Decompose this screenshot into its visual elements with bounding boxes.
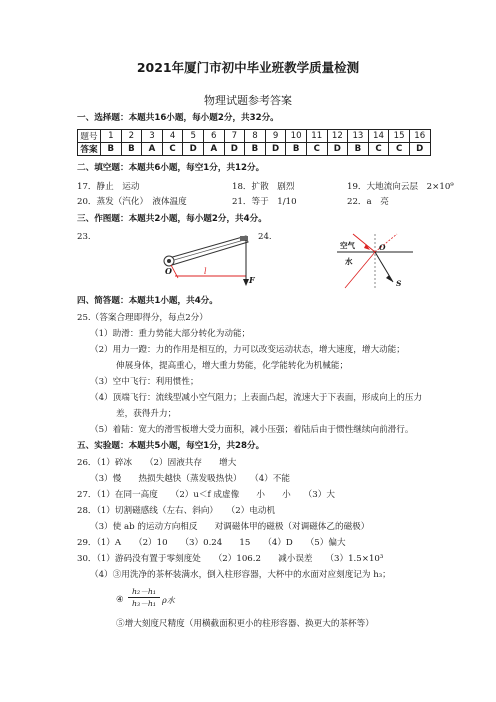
- answer-table: [77, 129, 431, 156]
- page-subtitle: 物理试题参考答案: [204, 94, 292, 107]
- table-cell: 4: [162, 130, 183, 143]
- fig24-label-water: 水: [345, 257, 353, 266]
- question-23-label: 23.: [77, 232, 91, 242]
- table-cell: D: [265, 143, 286, 156]
- table-cell: 11: [306, 130, 327, 143]
- answer-29-line: 29．（1）A （2）10 （3）0.24 15 （4）D （5）偏大: [77, 538, 346, 548]
- answer-25-line: 伸展身体，提高重心，增大重力势能，化学能转化为机械能；: [116, 361, 349, 371]
- table-cell: 13: [348, 130, 369, 143]
- answer-20: 20．蒸发（汽化） 液体温度: [77, 197, 187, 207]
- fig24-label-s: S: [396, 279, 402, 288]
- table-cell: 14: [368, 130, 389, 143]
- table-cell: C: [162, 143, 183, 156]
- table-cell: 6: [203, 130, 224, 143]
- refracted-ray-arrow: [386, 275, 393, 282]
- answer-30-line: ⑤增大刻度尺精度（用横截面积更小的柱形容器、换更大的茶杯等）: [116, 619, 374, 629]
- answer-28-line: （3）使 ab 的运动方向相反 对调磁体甲的磁极（对调磁体乙的磁极）: [90, 522, 370, 532]
- table-cell: B: [348, 143, 369, 156]
- section2-heading: 二、填空题：本题共6小题，每空1分，共12分。: [77, 163, 265, 173]
- table-cell: B: [245, 143, 266, 156]
- incident-ray: [353, 234, 375, 252]
- table-cell: D: [409, 143, 430, 156]
- answer-26-line: 26．（1）碎冰 （2）固液共存 增大: [77, 458, 237, 468]
- fulcrum-center: [167, 259, 171, 263]
- fig23-label-l: l: [204, 267, 207, 276]
- section1-heading: 一、选择题：本题共16小题，每小题2分，共32分。: [77, 113, 279, 123]
- answer-30-line: 30．（1）游码没有置于零刻度处 （2）106.2 减小误差 （3）1.5×10³: [77, 554, 384, 564]
- table-cell: A: [142, 143, 163, 156]
- table-cell: 8: [245, 130, 266, 143]
- lever-diagram: [160, 232, 256, 290]
- section4-heading: 四、简答题：本题共1小题，共4分。: [77, 296, 218, 306]
- table-cell: 12: [327, 130, 348, 143]
- fig23-label-o: O: [165, 266, 172, 276]
- table-cell: 15: [389, 130, 410, 143]
- table-cell: 答案: [78, 143, 101, 156]
- table-cell: 2: [121, 130, 142, 143]
- formula-denominator: h₃－h₁: [128, 597, 160, 609]
- fig23-label-f: F: [249, 275, 255, 285]
- answer-22: 22．a 亮: [347, 197, 389, 207]
- table-cell: D: [183, 143, 204, 156]
- table-cell: D: [327, 143, 348, 156]
- answer-table-answer-row: [78, 143, 431, 156]
- table-cell: B: [286, 143, 307, 156]
- answer-19: 19．大地流向云层 2×10⁹: [347, 182, 454, 192]
- table-cell: D: [224, 143, 245, 156]
- fig24-label-o: O: [379, 243, 386, 252]
- density-formula: [128, 586, 160, 609]
- section3-heading: 三、作图题：本题共2小题，每小题2分，共4分。: [77, 214, 267, 224]
- table-cell: 3: [142, 130, 163, 143]
- question-24-label: 24.: [258, 232, 272, 242]
- answer-25-line: （2）用力一蹬：力的作用是相互的，力可以改变运动状态，增大速度，增大动能；: [90, 345, 405, 355]
- table-cell: 16: [409, 130, 430, 143]
- answer-25-line: （5）着陆：宽大的滑雪板增大受力面积，减小压强；着陆后由于惯性继续向前滑行。: [90, 425, 414, 435]
- answer-table-number-row: [78, 130, 431, 143]
- table-cell: C: [368, 143, 389, 156]
- table-cell: B: [101, 143, 122, 156]
- table-cell: C: [389, 143, 410, 156]
- fig24-label-air: 空气: [340, 241, 355, 250]
- table-cell: 7: [224, 130, 245, 143]
- table-cell: B: [121, 143, 142, 156]
- answer-18: 18．扩散 剧烈: [232, 182, 295, 192]
- question-25-intro: 25.（答案合理即得分，每点2分）: [77, 313, 208, 323]
- table-cell: 5: [183, 130, 204, 143]
- answer-25-line: 差，获得升力；: [116, 409, 177, 419]
- table-cell: 题号: [78, 130, 101, 143]
- table-cell: A: [203, 143, 224, 156]
- table-cell: 10: [286, 130, 307, 143]
- answer-30-line: （4）③用洗净的茶杯装满水，倒入柱形容器，大杯中的水面对应刻度记为 h₃；: [90, 570, 391, 580]
- answer-28-line: 28．（1）切割磁感线（左右、斜向） （2）电动机: [77, 506, 276, 516]
- table-cell: 9: [265, 130, 286, 143]
- answer-17: 17．静止 运动: [77, 182, 140, 192]
- section5-heading: 五、实验题：本题共5小题，每空1分，共28分。: [77, 441, 265, 451]
- answer-25-line: （1）助滑：重力势能大部分转化为动能；: [90, 329, 251, 339]
- formula-rho: ρ水: [162, 596, 175, 605]
- lever-inner-line: [174, 240, 244, 260]
- answer-25-line: （4）顶端飞行：流线型减小空气阻力；上表面凸起，流速大于下表面，形成向上的压力: [90, 393, 423, 403]
- answer-26-line: （3）慢 热损失越快（蒸发吸热快） （4）不能: [90, 474, 290, 484]
- formula-numerator: h₂－h₁: [131, 587, 157, 596]
- answer-25-line: （3）空中飞行：利用惯性；: [90, 377, 199, 387]
- lever-tip: [240, 236, 248, 241]
- page-title: 2021年厦门市初中毕业班教学质量检测: [136, 60, 360, 75]
- answer-27-line: 27．（1）在同一高度 （2）u＜f 成虚像 小 小 （3）大: [77, 490, 335, 500]
- answer-21: 21．等于 1/10: [232, 197, 297, 207]
- table-cell: C: [306, 143, 327, 156]
- answer-30-step4-marker: ④: [116, 595, 124, 605]
- table-cell: 1: [101, 130, 122, 143]
